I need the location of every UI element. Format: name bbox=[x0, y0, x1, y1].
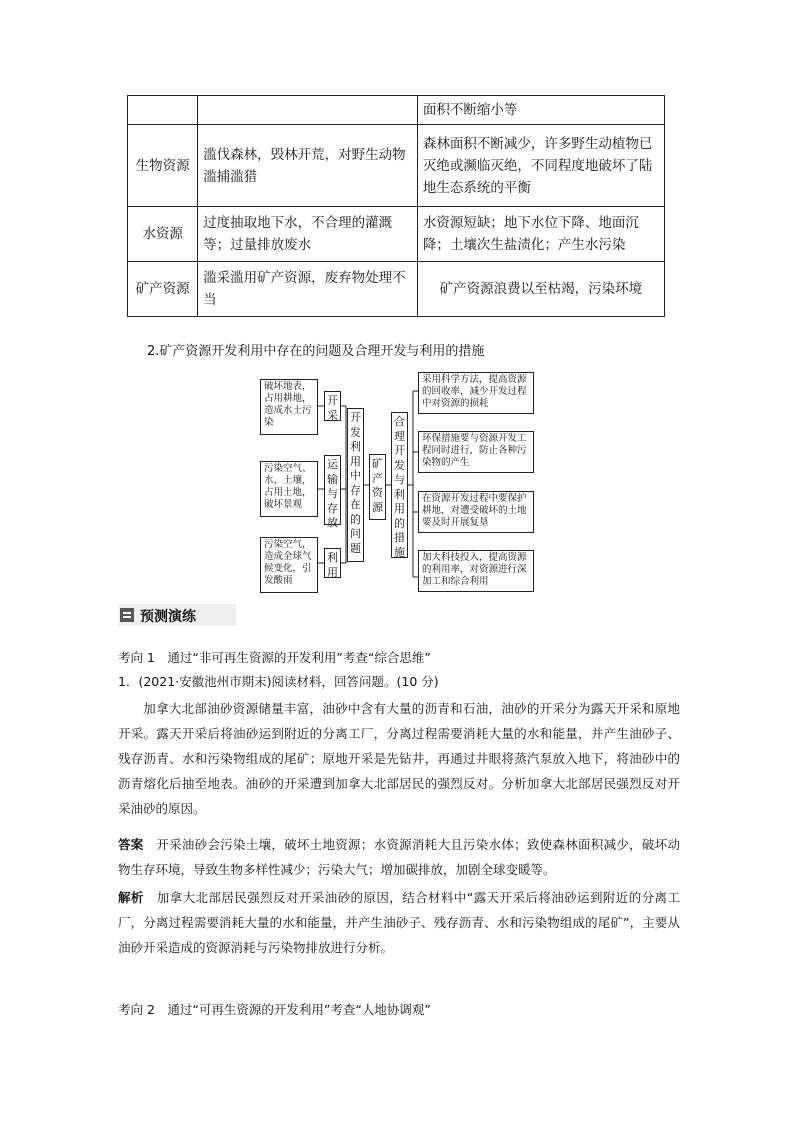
resource-cell: 生物资源 bbox=[128, 125, 198, 207]
list-icon bbox=[120, 608, 134, 622]
analysis-text: 加拿大北部居民强烈反对开采油砂的原因，结合材料中“露天开采后将油砂运到附近的分离工厂，分离过程需要消耗大量的水和能量，并产生油砂子、残存沥青、水和污染物组成的尾矿”，主要从油砂开采造成的资源消耗与污染物排放进行分析。 bbox=[118, 890, 680, 955]
table-row bbox=[128, 96, 665, 125]
analysis-block bbox=[118, 885, 680, 960]
resource-cell bbox=[128, 96, 198, 125]
effect-cell: 水资源短缺；地下水位下降、地面沉降；土壤次生盐渍化；产生水污染 bbox=[417, 207, 664, 262]
question-1-material bbox=[118, 696, 680, 821]
stage-use: 利用 bbox=[324, 548, 341, 578]
answer-text: 开采油砂会污染土壤，破坏土地资源；水资源消耗大且污染水体；致使森林面积减少，破坏动物生存环境，导致生物多样性减少；污染大气；增加碳排放，加剧全球变暖等。 bbox=[118, 837, 680, 877]
resource-problems-table bbox=[127, 95, 665, 317]
resource-cell: 矿产资源 bbox=[128, 262, 198, 317]
stage-transport: 运输与存放 bbox=[324, 455, 341, 525]
measure-box-1: 采用科学方法，提高资源的回收率，减少开发过程中对资源的损耗 bbox=[418, 372, 534, 414]
section-title: 2.矿产资源开发利用中存在的问题及合理开发与利用的措施 bbox=[147, 344, 485, 359]
table-row bbox=[128, 207, 665, 262]
impact-box-mining: 破坏地表，占用耕地，造成水土污染 bbox=[260, 379, 318, 435]
answer-label: 答案 bbox=[118, 837, 144, 852]
banner-title: 预测演练 bbox=[140, 609, 196, 625]
stage-mining: 开采 bbox=[324, 391, 341, 421]
impact-box-use: 污染空气，造成全球气候变化，引发酸雨 bbox=[260, 537, 318, 593]
cause-cell bbox=[198, 96, 418, 125]
measure-box-2: 环保措施要与资源开发工程同时进行，防止各种污染物的产生 bbox=[418, 431, 534, 473]
cause-cell: 滥采滥用矿产资源，废弃物处理不当 bbox=[198, 262, 418, 317]
table-row bbox=[128, 125, 665, 207]
impact-box-transport: 污染空气、水、土壤，占用土地，破坏景观 bbox=[260, 461, 318, 517]
center-mineral-resources: 矿产资源 bbox=[369, 454, 386, 520]
measure-box-4: 加大科技投入，提高资源的利用率，对资源进行深加工和综合利用 bbox=[418, 550, 534, 592]
resource-cell: 水资源 bbox=[128, 207, 198, 262]
effect-cell: 矿产资源浪费以至枯竭，污染环境 bbox=[417, 262, 664, 317]
measures-label: 合理开发与利用的措施 bbox=[391, 412, 408, 558]
mineral-resources-diagram bbox=[258, 372, 538, 596]
table-row bbox=[128, 262, 665, 317]
analysis-label: 解析 bbox=[118, 890, 144, 905]
problems-label: 开发利用中存在的问题 bbox=[347, 408, 364, 562]
effect-cell: 森林面积不断减少，许多野生动植物已灭绝或濒临灭绝，不同程度地破坏了陆地生态系统的平衡 bbox=[417, 125, 664, 207]
practice-banner bbox=[118, 604, 236, 626]
effect-cell: 面积不断缩小等 bbox=[417, 96, 664, 125]
cause-cell: 过度抽取地下水，不合理的灌溉等；过量排放废水 bbox=[198, 207, 418, 262]
direction-1: 考向 1 通过“非可再生资源的开发利用”考查“综合思维” bbox=[118, 650, 431, 665]
question-1-header: 1．(2021·安徽池州市期末)阅读材料，回答问题。(10 分) bbox=[118, 674, 439, 689]
direction-2: 考向 2 通过“可再生资源的开发利用”考查“人地协调观” bbox=[118, 1002, 431, 1017]
material-text: 加拿大北部油砂资源储量丰富，油砂中含有大量的沥青和石油，油砂的开采分为露天开采和原地开采。露天开采后将油砂运到附近的分离工厂，分离过程需要消耗大量的水和能量，并产生油砂子、残存沥青、水和污染物组成的尾矿；原地开采是先钻井，再通过井眼将蒸汽泵放入地下，将油砂中的沥青熔化后抽至地表。油砂的开采遭到加拿大北部居民的强烈反对。分析加拿大北部居民强烈反对开采油砂的原因。 bbox=[118, 701, 680, 816]
measure-box-3: 在资源开发过程中要保护耕地，对遭受破坏的土地要及时开展复垦 bbox=[418, 491, 534, 533]
answer-block bbox=[118, 832, 680, 882]
cause-cell: 滥伐森林，毁林开荒，对野生动物滥捕滥猎 bbox=[198, 125, 418, 207]
